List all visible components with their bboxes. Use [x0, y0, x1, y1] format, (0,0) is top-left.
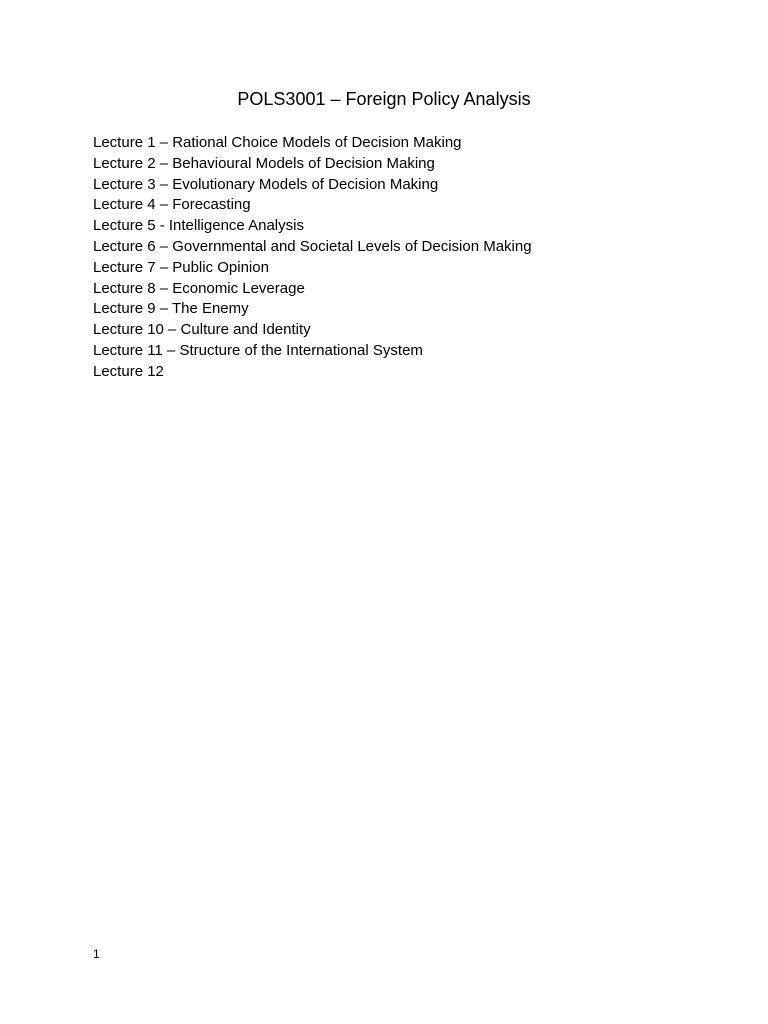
lecture-item: Lecture 12 [93, 362, 164, 380]
lecture-item: Lecture 2 – Behavioural Models of Decision Making [93, 154, 435, 172]
lecture-item: Lecture 6 – Governmental and Societal Levels of Decision Making [93, 237, 532, 255]
page-number: 1 [93, 947, 100, 961]
lecture-item: Lecture 8 – Economic Leverage [93, 279, 305, 297]
lecture-item: Lecture 9 – The Enemy [93, 300, 249, 318]
lecture-list [93, 133, 532, 383]
lecture-item: Lecture 3 – Evolutionary Models of Decision Making [93, 175, 439, 193]
lecture-item: Lecture 4 – Forecasting [93, 196, 251, 214]
lecture-item: Lecture 10 – Culture and Identity [93, 321, 311, 339]
document-title: POLS3001 – Foreign Policy Analysis [237, 89, 531, 109]
lecture-item: Lecture 1 – Rational Choice Models of Decision Making [93, 134, 462, 151]
lecture-item: Lecture 11 – Structure of the International System [93, 341, 423, 359]
lecture-item: Lecture 7 – Public Opinion [93, 258, 269, 276]
lecture-item: Lecture 5 - Intelligence Analysis [93, 217, 304, 235]
